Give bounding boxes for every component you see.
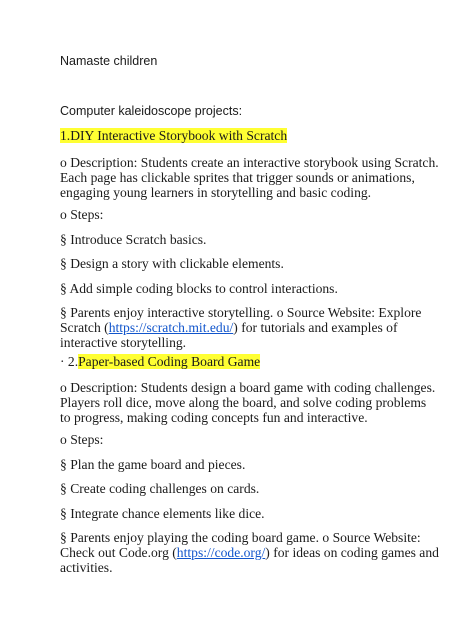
codeorg-link[interactable]: https://code.org/ xyxy=(176,545,266,560)
greeting-line: Namaste children xyxy=(60,54,158,68)
project2-step-3: § Integrate chance elements like dice. xyxy=(60,506,265,521)
project2-bullet: · 2. xyxy=(60,354,79,369)
project2-description: o Description: Students design a board game with coding challenges. Players roll dice, move along the board, and solve coding problems to progress, making coding concepts fun and interactive. xyxy=(60,380,436,425)
project2-parents-text: § Parents enjoy playing the coding board game. o Source Website: Check out Code.org ( xyxy=(60,530,421,560)
project1-steps-label: o Steps: xyxy=(60,207,104,222)
project2-parents-paragraph xyxy=(60,530,440,575)
scratch-link[interactable]: https://scratch.mit.edu/ xyxy=(108,320,234,335)
project2-parents-tail: ) for ideas on coding games and activities. xyxy=(60,545,439,575)
project1-step-2: § Design a story with clickable elements. xyxy=(60,256,284,271)
project1-title: 1.DIY Interactive Storybook with Scratch xyxy=(60,128,288,143)
project2-steps-label: o Steps: xyxy=(60,432,104,447)
project2-step-1: § Plan the game board and pieces. xyxy=(60,457,246,472)
project2-heading xyxy=(60,354,440,369)
project1-step-1: § Introduce Scratch basics. xyxy=(60,232,207,247)
project1-parents-tail: ) for tutorials and examples of interactive storytelling. xyxy=(60,320,398,350)
project1-step-3: § Add simple coding blocks to control interactions. xyxy=(60,281,338,296)
project2-step-2: § Create coding challenges on cards. xyxy=(60,481,260,496)
intro-line: Computer kaleidoscope projects: xyxy=(60,104,243,118)
project1-parents-text: § Parents enjoy interactive storytelling. o Source Website: Explore Scratch ( xyxy=(60,305,422,335)
project1-heading xyxy=(60,128,440,143)
project2-title: Paper-based Coding Board Game xyxy=(78,354,261,369)
project1-parents-paragraph xyxy=(60,305,440,350)
project1-description: o Description: Students create an interactive storybook using Scratch. Each page has clickable sprites that trigger sounds or animations, engaging young learners in storytelling and basic coding. xyxy=(60,155,439,200)
